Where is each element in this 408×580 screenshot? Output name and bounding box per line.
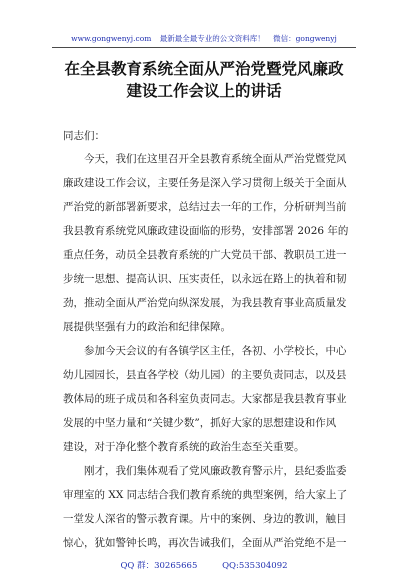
- title-line-2: 建设工作会议上的讲话: [126, 81, 282, 100]
- paragraph-line: 刚才，我们集体观看了党风廉政教育警示片，县纪委监委: [84, 465, 347, 477]
- document-title: [52, 58, 356, 102]
- paragraph-line: 重点任务，动员全县教育系统的广大党员干部、教职员工进一: [63, 249, 347, 261]
- paragraph-line: 今天，我们在这里召开全县教育系统全面从严治党暨党风: [84, 153, 347, 165]
- salutation: 同志们：: [63, 130, 105, 142]
- paragraph-line: 廉政建设工作会议，主要任务是深入学习贯彻上级关于全面从: [63, 177, 347, 189]
- site-slogan: 最新最全最专业的公文资料库！: [159, 34, 265, 43]
- paragraph-line: 劲，推动全面从严治党向纵深发展，为我县教育事业高质量发: [63, 297, 347, 309]
- paragraph-line: 建设，对于净化整个教育系统的政治生态至关重要。: [63, 441, 305, 453]
- wechat-id: 微信：gongwenyj: [273, 34, 337, 43]
- paragraph-line: 我县教育系统党风廉政建设面临的形势，安排部署 2026 年的: [63, 225, 349, 237]
- qq-group: QQ 群：30265665: [120, 561, 198, 571]
- site-header: [0, 34, 408, 44]
- paragraph-line: 幼儿园园长，县直各学校（幼儿园）的主要负责同志，以及县: [63, 369, 347, 381]
- title-line-1: 在全县教育系统全面从严治党暨党风廉政: [64, 59, 344, 78]
- paragraph-line: 展提供坚强有力的政治和纪律保障。: [63, 321, 231, 333]
- site-url[interactable]: www.gongwenyj.com: [71, 34, 152, 43]
- header-divider: [52, 47, 356, 48]
- paragraph-line: 惊心，犹如警钟长鸣，再次告诫我们，全面从严治党绝不是一: [63, 537, 347, 549]
- paragraph-line: 一堂发人深省的警示教育课。片中的案例、身边的教训，触目: [63, 513, 347, 525]
- paragraph-line: 步统一思想、提高认识、压实责任，以永远在路上的执着和韧: [63, 273, 347, 285]
- page-footer: [0, 561, 408, 572]
- paragraph-line: 教体局的班子成员和各科室负责同志。大家都是我县教育事业: [63, 393, 347, 405]
- paragraph-line: 严治党的新部署新要求，总结过去一年的工作，分析研判当前: [63, 201, 347, 213]
- paragraph-line: 参加今天会议的有各镇学区主任，各初、小学校长，中心: [84, 345, 347, 357]
- paragraph-line: 审理室的 XX 同志结合我们教育系统的典型案例，给大家上了: [63, 489, 348, 501]
- paragraph-line: 发展的中坚力量和“关键少数”，抓好大家的思想建设和作风: [63, 417, 337, 429]
- qq-contact: QQ:535304092: [222, 561, 288, 571]
